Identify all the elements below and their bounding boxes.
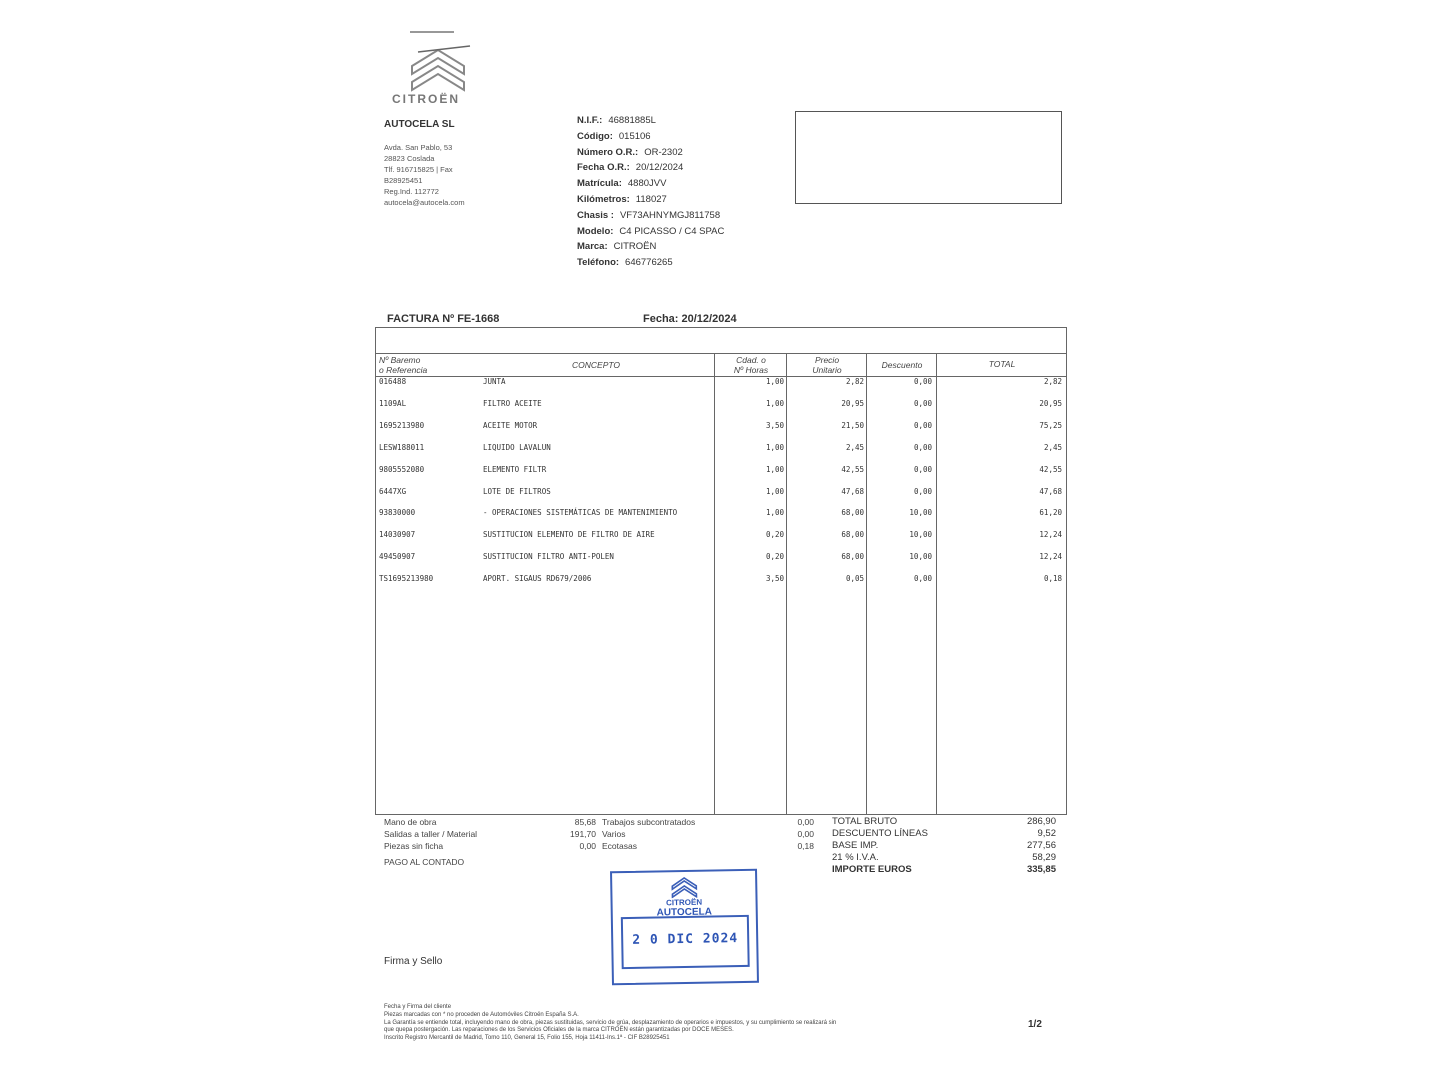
- summary-value: 191,70: [570, 829, 596, 839]
- brand-name: CITROËN: [392, 92, 460, 106]
- cell-total: 0,18: [1043, 574, 1062, 584]
- cell-ref: 1109AL: [379, 398, 407, 408]
- cell-precio: 21,50: [841, 420, 864, 430]
- cell-ref: 1695213980: [379, 420, 425, 430]
- cell-ref: TS1695213980: [379, 574, 434, 584]
- company-address: [384, 142, 465, 208]
- cell-ref: 016488: [379, 377, 407, 386]
- grand-total-label: IMPORTE EUROS: [832, 864, 912, 875]
- info-label: Código:: [577, 130, 613, 142]
- stamp-date-box: [621, 915, 750, 969]
- info-row: [577, 226, 724, 242]
- info-row: [577, 115, 724, 131]
- info-value: VF73AHNYMGJ811758: [619, 209, 721, 221]
- cell-total: 75,25: [1039, 420, 1062, 430]
- cell-total: 2,82: [1043, 377, 1062, 386]
- address-line: Avda. San Pablo, 53: [384, 143, 453, 152]
- vehicle-info: [577, 115, 724, 273]
- cell-total: 47,68: [1039, 486, 1062, 496]
- cell-precio: 68,00: [841, 530, 864, 540]
- total-value: 277,56: [1026, 840, 1056, 851]
- cell-descuento: 0,00: [913, 398, 932, 408]
- summary-value: 0,00: [797, 829, 814, 839]
- cell-cantidad: 1,00: [765, 464, 784, 474]
- cell-concepto: APORT. SIGAUS RD679/2006: [483, 574, 592, 584]
- summary-value: 0,18: [797, 841, 814, 851]
- info-row: [577, 147, 724, 163]
- cell-ref: 49450907: [379, 552, 416, 562]
- total-value: 58,29: [1032, 852, 1056, 863]
- cell-ref: LESW188011: [379, 442, 425, 452]
- header-descuento: Descuento: [881, 360, 923, 370]
- info-label: Marca:: [577, 241, 608, 253]
- cell-cantidad: 0,20: [765, 530, 784, 540]
- header-ref: [379, 355, 427, 375]
- cell-precio: 0,05: [845, 574, 864, 584]
- cell-precio: 68,00: [841, 552, 864, 562]
- summary-label: Mano de obra: [384, 817, 437, 827]
- cell-descuento: 0,00: [913, 377, 932, 386]
- total-label: BASE IMP.: [832, 840, 879, 851]
- cell-descuento: 0,00: [913, 420, 932, 430]
- invoice-number: FACTURA Nº FE-1668: [387, 313, 500, 325]
- info-label: Chasis :: [577, 209, 614, 221]
- header-precio-line: Precio: [814, 355, 840, 365]
- cell-concepto: SUSTITUCION ELEMENTO DE FILTRO DE AIRE: [483, 530, 655, 540]
- cell-cantidad: 1,00: [765, 486, 784, 496]
- address-line: 28823 Coslada: [384, 154, 435, 163]
- stamp-name: AUTOCELA: [656, 906, 713, 919]
- info-value: 646776265: [625, 257, 673, 269]
- cell-cantidad: 3,50: [765, 420, 784, 430]
- cell-precio: 2,82: [845, 377, 864, 386]
- cell-descuento: 10,00: [909, 508, 932, 518]
- cell-ref: 9805552080: [379, 464, 425, 474]
- cell-concepto: FILTRO ACEITE: [483, 398, 542, 408]
- total-label: DESCUENTO LÍNEAS: [832, 828, 928, 839]
- cell-concepto: LOTE DE FILTROS: [483, 486, 551, 496]
- fine-print-line: Fecha y Firma del cliente: [384, 1004, 452, 1010]
- cell-descuento: 10,00: [909, 530, 932, 540]
- info-row: [577, 162, 724, 178]
- cell-cantidad: 1,00: [765, 442, 784, 452]
- cell-precio: 2,45: [845, 442, 864, 452]
- column-divider: [936, 354, 937, 814]
- company-stamp: [610, 869, 759, 986]
- cell-ref: 93830000: [379, 508, 416, 518]
- cell-total: 12,24: [1039, 530, 1062, 540]
- header-cantidad-line: Nº Horas: [733, 365, 769, 375]
- items-table: [375, 327, 1067, 815]
- cell-total: 20,95: [1039, 398, 1062, 408]
- info-label: Fecha O.R.:: [577, 162, 630, 174]
- cell-cantidad: 3,50: [765, 574, 784, 584]
- stamp-logo-icon: [668, 874, 700, 899]
- column-divider: [866, 354, 867, 814]
- page-number: 1/2: [1028, 1019, 1042, 1030]
- invoice-date: Fecha: 20/12/2024: [643, 313, 737, 325]
- cell-concepto: ACEITE MOTOR: [483, 420, 538, 430]
- cell-cantidad: 1,00: [765, 377, 784, 386]
- cell-total: 42,55: [1039, 464, 1062, 474]
- cell-cantidad: 0,20: [765, 552, 784, 562]
- total-value: 9,52: [1037, 828, 1056, 839]
- header-ref-line: o Referencia: [379, 365, 428, 375]
- cell-precio: 20,95: [841, 398, 864, 408]
- column-divider: [714, 354, 715, 814]
- total-value: 286,90: [1026, 816, 1056, 827]
- cell-ref: 14030907: [379, 530, 416, 540]
- cell-descuento: 0,00: [913, 574, 932, 584]
- table-divider: [376, 353, 1066, 354]
- info-value: OR-2302: [644, 146, 683, 158]
- signature-label: Firma y Sello: [384, 956, 443, 967]
- cell-concepto: JUNTA: [483, 377, 506, 386]
- header-concepto: CONCEPTO: [572, 360, 621, 370]
- fine-print: [384, 1004, 944, 1043]
- summary-value: 85,68: [574, 817, 596, 827]
- cell-descuento: 0,00: [913, 486, 932, 496]
- payment-method: PAGO AL CONTADO: [384, 857, 465, 867]
- cell-total: 61,20: [1039, 508, 1062, 518]
- header-total: TOTAL: [988, 359, 1016, 369]
- fine-print-line: Piezas marcadas con * no proceden de Automóviles Citroën España S.A.: [384, 1011, 579, 1018]
- cell-concepto: - OPERACIONES SISTEMÁTICAS DE MANTENIMIENTO: [483, 508, 678, 518]
- summary-label: Piezas sin ficha: [384, 841, 444, 851]
- info-row: [577, 178, 724, 194]
- info-row: [577, 241, 724, 257]
- info-label: Modelo:: [577, 225, 614, 237]
- info-label: Número O.R.:: [577, 146, 639, 158]
- total-label: 21 % I.V.A.: [832, 852, 879, 863]
- info-label: Kilómetros:: [577, 193, 630, 205]
- address-line: B28925451: [384, 176, 423, 185]
- cell-total: 2,45: [1043, 442, 1062, 452]
- stamp-date: 2 0 DIC 2024: [632, 931, 739, 948]
- summary-value: 0,00: [797, 817, 814, 827]
- cell-cantidad: 1,00: [765, 508, 784, 518]
- info-label: Teléfono:: [577, 257, 620, 269]
- info-row: [577, 257, 724, 273]
- summary-label: Salidas a taller / Material: [384, 829, 478, 839]
- cell-descuento: 0,00: [913, 442, 932, 452]
- info-row: [577, 131, 724, 147]
- header-cantidad-line: Cdad. o: [736, 355, 766, 365]
- summary-label: Trabajos subcontratados: [602, 817, 696, 827]
- recipient-address-box: [795, 111, 1062, 204]
- total-label: TOTAL BRUTO: [832, 816, 898, 827]
- summary-value: 0,00: [579, 841, 596, 851]
- header-cantidad: [716, 355, 786, 375]
- stamp-brand: CITROËN: [665, 897, 703, 908]
- header-precio: [788, 355, 866, 375]
- info-value: 118027: [635, 193, 667, 205]
- info-value: C4 PICASSO / C4 SPAC: [619, 225, 725, 237]
- cell-descuento: 10,00: [909, 552, 932, 562]
- grand-total-value: 335,85: [1026, 864, 1056, 875]
- info-value: CITROËN: [613, 241, 657, 253]
- fine-print-line: Inscrito Registro Mercantil de Madrid, Tomo 110, General 15, Folio 155, Hoja 11411-Ins.1ª - CIF B28925451: [384, 1035, 670, 1042]
- cell-precio: 68,00: [841, 508, 864, 518]
- info-value: 4880JVV: [627, 178, 667, 190]
- fine-print-line: La Garantía se entiende total, incluyendo mano de obra, piezas sustituidas, servicio de grúa, desplazamiento de operarios e impuestos, y su cumplimiento se realizará sin: [384, 1019, 837, 1026]
- address-line: autocela@autocela.com: [384, 198, 465, 207]
- cell-total: 12,24: [1039, 552, 1062, 562]
- summary-label: Varios: [602, 829, 626, 839]
- cell-precio: 47,68: [841, 486, 864, 496]
- company-name: AUTOCELA SL: [384, 119, 455, 130]
- info-value: 015106: [618, 130, 651, 142]
- cell-concepto: SUSTITUCION FILTRO ANTI-POLEN: [483, 552, 614, 562]
- header-precio-line: Unitario: [812, 365, 842, 375]
- summary-label: Ecotasas: [602, 841, 637, 851]
- info-label: N.I.F.:: [577, 115, 603, 126]
- cell-cantidad: 1,00: [765, 398, 784, 408]
- address-line: Reg.Ind. 112772: [384, 187, 439, 196]
- info-label: Matrícula:: [577, 178, 622, 190]
- cell-descuento: 0,00: [913, 464, 932, 474]
- address-line: Tlf. 916715825 | Fax: [384, 165, 453, 174]
- info-value: 46881885L: [608, 115, 656, 126]
- fine-print-line: que quepa postergación. Las reparaciones de los Servicios Oficiales de la marca CITROËN están garantizadas por DOCE MESES.: [384, 1027, 734, 1034]
- cell-concepto: LIQUIDO LAVALUN: [483, 442, 551, 452]
- header-ref-line: Nº Baremo: [379, 355, 421, 365]
- cell-concepto: ELEMENTO FILTR: [483, 464, 547, 474]
- column-divider: [786, 354, 787, 814]
- cell-ref: 6447XG: [379, 486, 407, 496]
- cell-precio: 42,55: [841, 464, 864, 474]
- info-row: [577, 194, 724, 210]
- info-row: [577, 210, 724, 226]
- info-value: 20/12/2024: [635, 162, 684, 174]
